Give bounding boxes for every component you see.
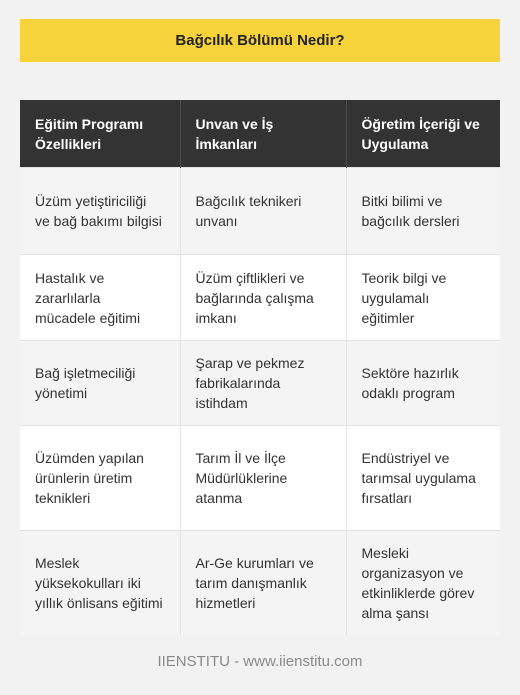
table-header-row xyxy=(20,100,500,168)
table-row xyxy=(20,168,500,255)
table-cell: Üzüm yetiştiriciliği ve bağ bakımı bilgisi xyxy=(20,168,180,255)
page-title: Bağcılık Bölümü Nedir? xyxy=(20,19,500,62)
table-cell: Teorik bilgi ve uygulamalı eğitimler xyxy=(346,255,500,341)
column-header: Öğretim İçeriği ve Uygulama xyxy=(346,100,500,168)
info-table xyxy=(20,100,500,635)
table-row xyxy=(20,531,500,635)
table-row xyxy=(20,426,500,531)
table-cell: Sektöre hazırlık odaklı program xyxy=(346,341,500,426)
column-header: Eğitim Programı Özellikleri xyxy=(20,100,180,168)
table-cell: Meslek yüksekokulları iki yıllık önlisans eğitimi xyxy=(20,531,180,635)
table-cell: Bitki bilimi ve bağcılık dersleri xyxy=(346,168,500,255)
table-cell: Üzümden yapılan ürünlerin üretim teknikleri xyxy=(20,426,180,531)
column-header: Unvan ve İş İmkanları xyxy=(180,100,346,168)
table-cell: Endüstriyel ve tarımsal uygulama fırsatları xyxy=(346,426,500,531)
footer-credit: IIENSTITU - www.iienstitu.com xyxy=(157,653,363,670)
table-cell: Hastalık ve zararlılarla mücadele eğitimi xyxy=(20,255,180,341)
table-cell: Bağcılık teknikeri unvanı xyxy=(180,168,346,255)
table-cell: Tarım İl ve İlçe Müdürlüklerine atanma xyxy=(180,426,346,531)
table-cell: Şarap ve pekmez fabrikalarında istihdam xyxy=(180,341,346,426)
table-row xyxy=(20,341,500,426)
table-cell: Mesleki organizasyon ve etkinliklerde görev alma şansı xyxy=(346,531,500,635)
table-cell: Üzüm çiftlikleri ve bağlarında çalışma imkanı xyxy=(180,255,346,341)
table-cell: Bağ işletmeciliği yönetimi xyxy=(20,341,180,426)
table-cell: Ar-Ge kurumları ve tarım danışmanlık hizmetleri xyxy=(180,531,346,635)
table-row xyxy=(20,255,500,341)
